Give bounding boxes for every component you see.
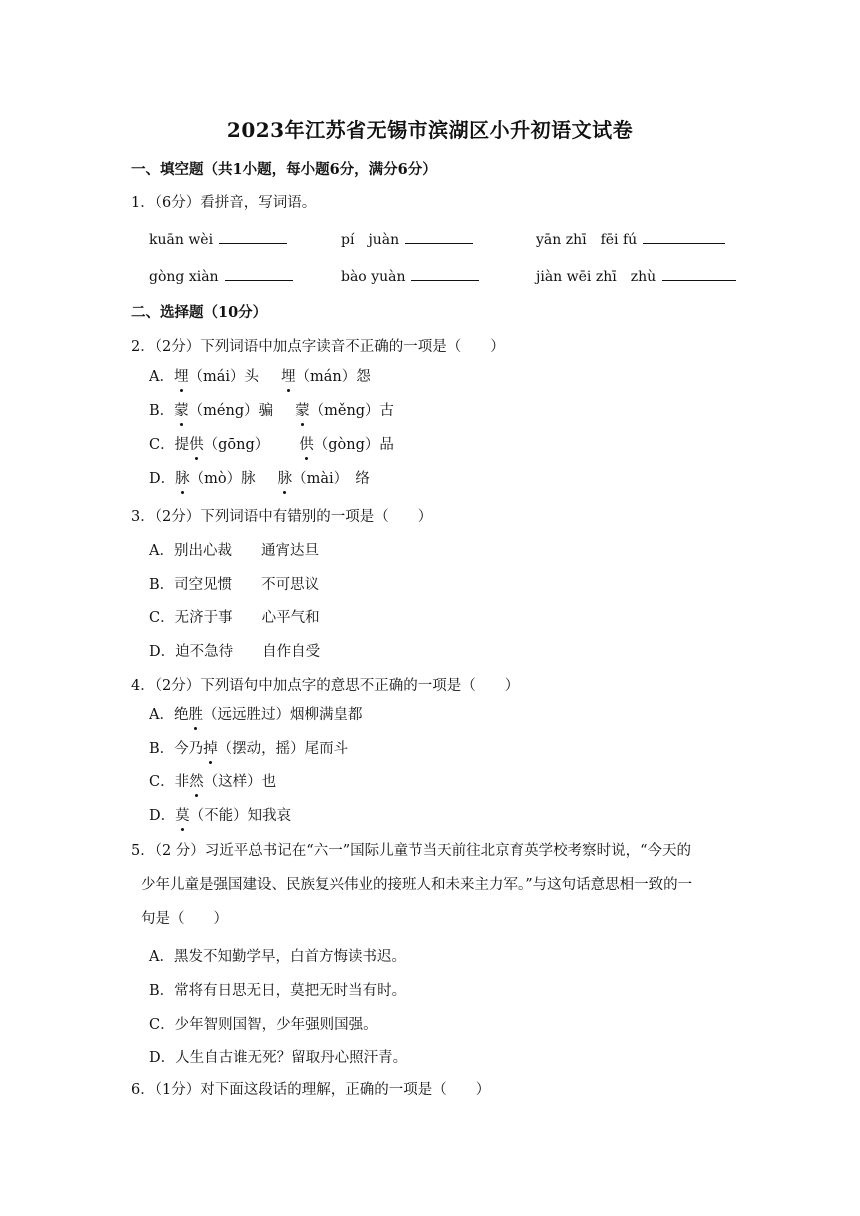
option-text: （méng）骗 — [188, 403, 274, 419]
answer-blank[interactable] — [225, 266, 293, 281]
question-4-option-c[interactable] — [149, 770, 276, 791]
section-choice-heading: 二、选择题（10分） — [131, 304, 268, 321]
option-text: （摆动，摇）尾而斗 — [217, 741, 349, 757]
question-4-option-a[interactable] — [149, 703, 362, 724]
dotted-char: 蒙 — [295, 399, 310, 420]
question-5-option-a[interactable]: A．黑发不知勤学早，白首方悔读书迟。 — [149, 949, 406, 965]
option-text: （měng）古 — [309, 403, 395, 419]
question-4-stem: 4．（2分）下列语句中加点字的意思不正确的一项是（ ） — [131, 678, 520, 694]
question-4-option-d[interactable] — [149, 804, 291, 825]
question-2-option-c[interactable] — [149, 433, 394, 454]
question-1-stem: 1．（6分）看拼音，写词语。 — [131, 195, 317, 211]
dotted-char: 然 — [189, 770, 204, 791]
pinyin-item — [149, 229, 287, 248]
answer-blank[interactable] — [643, 229, 725, 244]
question-5-option-b[interactable]: B．常将有日思无日，莫把无时当有时。 — [149, 983, 407, 999]
option-text: B．今乃 — [149, 741, 204, 757]
question-5-option-c[interactable]: C．少年智则国智，少年强则国强。 — [149, 1017, 378, 1033]
option-text: C．提 — [149, 437, 190, 453]
dotted-char: 脉 — [278, 467, 293, 488]
pinyin-text: bào yuàn — [341, 269, 406, 285]
question-3-stem: 3．（2分）下列词语中有错别的一项是（ ） — [131, 509, 433, 525]
answer-blank[interactable] — [219, 229, 287, 244]
question-3-option-c[interactable]: C．无济于事 心平气和 — [149, 610, 320, 626]
question-4-option-b[interactable] — [149, 737, 348, 758]
pinyin-item — [341, 266, 479, 285]
pinyin-item — [341, 229, 473, 249]
option-text: （gōng） — [203, 437, 270, 453]
question-2-stem: 2．（2分）下列词语中加点字读音不正确的一项是（ ） — [131, 339, 505, 355]
question-5-line: 句是（ ） — [141, 911, 228, 927]
option-text: （这样）也 — [203, 774, 277, 790]
option-text: （mán）怨 — [295, 369, 371, 385]
question-5-line: 少年儿童是强国建设、民族复兴伟业的接班人和未来主力军。”与这句话意思相一致的一 — [141, 877, 693, 893]
pinyin-text: kuān wèi — [149, 232, 214, 248]
option-text: D． — [149, 471, 176, 487]
question-3-option-d[interactable]: D．迫不急待 自作自受 — [149, 644, 321, 660]
option-text: （mài） 络 — [292, 471, 370, 487]
dotted-char: 莫 — [175, 804, 190, 825]
dotted-char: 掉 — [203, 737, 218, 758]
pinyin-text: yān zhī fēi fú — [536, 232, 638, 248]
question-5-option-d[interactable]: D．人生自古谁无死？留取丹心照汗青。 — [149, 1050, 408, 1066]
pinyin-item — [536, 229, 725, 249]
pinyin-text: jiàn wēi zhī zhù — [536, 269, 657, 285]
pinyin-text: gòng xiàn — [149, 269, 219, 285]
dotted-char: 供 — [299, 433, 314, 454]
question-5-stem — [131, 834, 731, 936]
dotted-char: 胜 — [188, 703, 203, 724]
option-text: A．绝 — [149, 707, 189, 723]
pinyin-text: pí juàn — [341, 232, 400, 248]
answer-blank[interactable] — [662, 266, 736, 281]
answer-blank[interactable] — [411, 266, 479, 281]
question-6-stem: 6．（1分）对下面这段话的理解，正确的一项是（ ） — [131, 1082, 491, 1098]
option-text: A． — [149, 369, 174, 385]
question-3-option-b[interactable]: B．司空见惯 不可思议 — [149, 577, 320, 593]
answer-blank[interactable] — [405, 229, 473, 244]
option-text: （mái）头 — [188, 369, 260, 385]
question-3-option-a[interactable]: A．别出心裁 通宵达旦 — [149, 543, 319, 559]
question-2-option-b[interactable] — [149, 399, 394, 420]
option-text: （远远胜过）烟柳满皇都 — [202, 707, 363, 723]
page-title: 2023年江苏省无锡市滨湖区小升初语文试卷 — [226, 118, 634, 142]
option-text: （mò）脉 — [189, 471, 256, 487]
pinyin-item — [536, 266, 736, 286]
option-text: （不能）知我哀 — [189, 808, 292, 824]
pinyin-item — [149, 266, 293, 285]
question-2-option-d[interactable] — [149, 467, 370, 488]
dotted-char: 埋 — [281, 365, 296, 386]
option-text: D． — [149, 808, 176, 824]
dotted-char: 供 — [189, 433, 204, 454]
option-text: B． — [149, 403, 175, 419]
dotted-char: 埋 — [174, 365, 189, 386]
question-2-option-a[interactable] — [149, 365, 371, 386]
question-5-line: 5．（2 分）习近平总书记在“六一”国际儿童节当天前往北京育英学校考察时说，“今天的 — [131, 843, 692, 859]
section-fill-in-heading: 一、填空题（共1小题，每小题6分，满分6分） — [131, 161, 437, 178]
dotted-char: 脉 — [175, 467, 190, 488]
option-text: （gòng）品 — [313, 437, 394, 453]
dotted-char: 蒙 — [174, 399, 189, 420]
option-text: C．非 — [149, 774, 190, 790]
